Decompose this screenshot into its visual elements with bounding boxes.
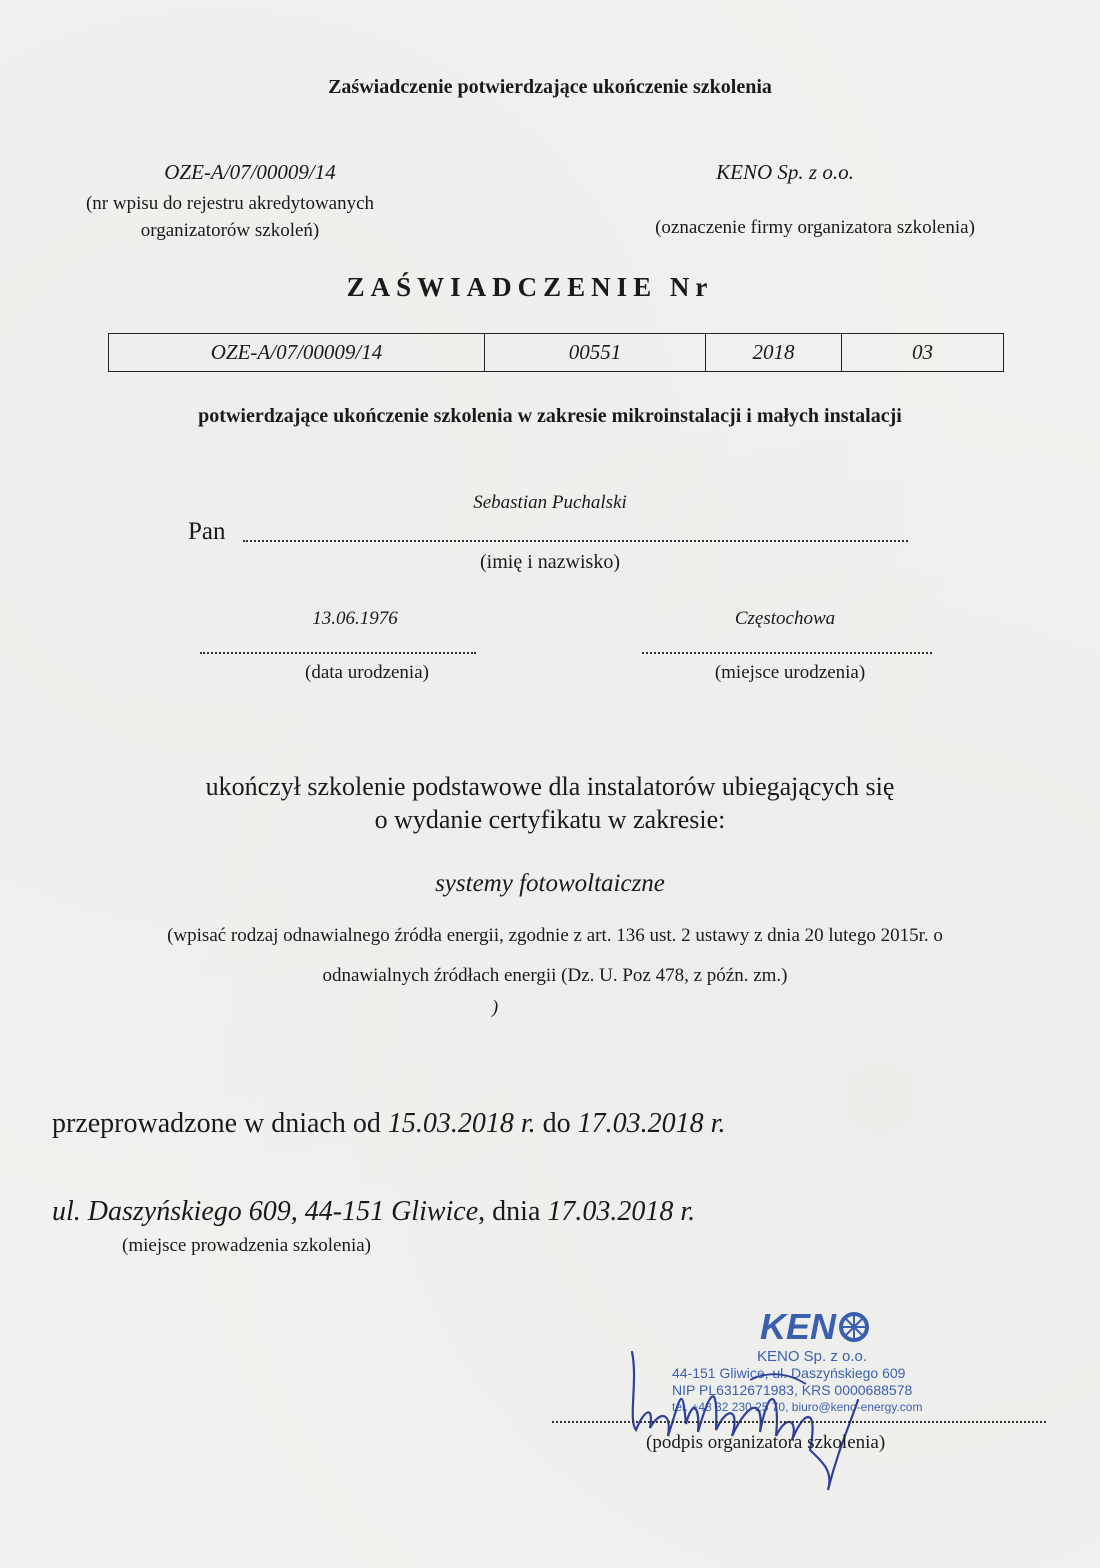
registry-caption-line2: organizatorów szkoleń) xyxy=(140,220,320,241)
birth-place-caption: (miejsce urodzenia) xyxy=(714,662,866,683)
number-cell-registry: OZE-A/07/00009/14 xyxy=(109,334,485,371)
completion-statement xyxy=(0,770,1100,836)
training-place xyxy=(52,1196,695,1228)
completion-line2: o wydanie certyfikatu w zakresie: xyxy=(374,805,726,834)
handwritten-signature xyxy=(620,1340,880,1500)
number-cell-month: 03 xyxy=(912,340,933,364)
signature-caption: (podpis organizatora szkolenia) xyxy=(646,1432,886,1453)
registry-number: OZE-A/07/00009/14 xyxy=(164,160,336,184)
organizer-caption: (oznaczenie firmy organizatora szkolenia) xyxy=(655,217,975,238)
place-caption: (miejsce prowadzenia szkolenia) xyxy=(122,1235,371,1256)
issue-date: 17.03.2018 r. xyxy=(547,1196,696,1227)
certificate-heading: ZAŚWIADCZENIE Nr xyxy=(346,272,714,302)
place-address: ul. Daszyńskiego 609, 44-151 Gliwice xyxy=(52,1196,479,1227)
confirm-line: potwierdzające ukończenie szkolenia w zakresie mikroinstalacji i małych instalacji xyxy=(198,405,902,427)
certificate-number-table xyxy=(108,333,1004,372)
training-field: systemy fotowoltaiczne xyxy=(435,870,665,897)
name-caption: (imię i nazwisko) xyxy=(480,551,620,573)
legal-line1: (wpisać rodzaj odnawialnego źródła energii, zgodnie z art. 136 ust. 2 ustawy z dnia 20 lutego 2015r. o xyxy=(167,925,943,946)
registry-caption-line1: (nr wpisu do rejestru akredytowanych xyxy=(85,193,375,214)
stamp-address: 44-151 Gliwice, ul. Daszyńskiego 609 xyxy=(672,1365,906,1381)
signature-dotted-line xyxy=(552,1421,1046,1423)
legal-close: ) xyxy=(491,997,499,1018)
legal-line2: odnawialnych źródłach energii (Dz. U. Poz 478, z późn. zm.) xyxy=(322,965,788,986)
completion-line1: ukończył szkolenie podstawowe dla instalatorów ubiegających się xyxy=(205,772,895,801)
name-dotted-line xyxy=(243,540,908,542)
dates-mid: do xyxy=(535,1108,578,1139)
registry-caption xyxy=(40,190,420,244)
training-dates xyxy=(52,1108,725,1140)
stamp-ids: NIP PL6312671983, KRS 0000688578 xyxy=(672,1382,913,1398)
person-full-name: Sebastian Puchalski xyxy=(473,492,627,513)
stamp-contact: tel. +48 32 230 25 70, biuro@keno-energy.com xyxy=(672,1400,923,1414)
organizer-name: KENO Sp. z o.o. xyxy=(716,160,854,184)
title-label: Pan xyxy=(188,518,226,545)
legal-note xyxy=(60,916,1050,1020)
date-from: 15.03.2018 r. xyxy=(387,1108,536,1139)
sun-wheel-icon xyxy=(838,1311,870,1343)
place-separator: , dnia xyxy=(478,1196,548,1227)
stamp-logo-text: KEN xyxy=(760,1306,837,1347)
number-cell-year: 2018 xyxy=(706,334,842,371)
birth-place-dotted-line xyxy=(642,652,932,654)
document-top-title: Zaświadczenie potwierdzające ukończenie szkolenia xyxy=(328,76,772,98)
birth-place: Częstochowa xyxy=(734,608,836,629)
number-cell-sequence: 00551 xyxy=(485,334,706,371)
birth-date: 13.06.1976 xyxy=(312,608,398,629)
birth-date-caption: (data urodzenia) xyxy=(305,662,429,683)
birth-date-dotted-line xyxy=(200,652,476,654)
stamp-company-name: KENO Sp. z o.o. xyxy=(757,1348,868,1365)
dates-prefix: przeprowadzone w dniach od xyxy=(52,1108,388,1139)
date-to: 17.03.2018 r. xyxy=(577,1108,726,1139)
